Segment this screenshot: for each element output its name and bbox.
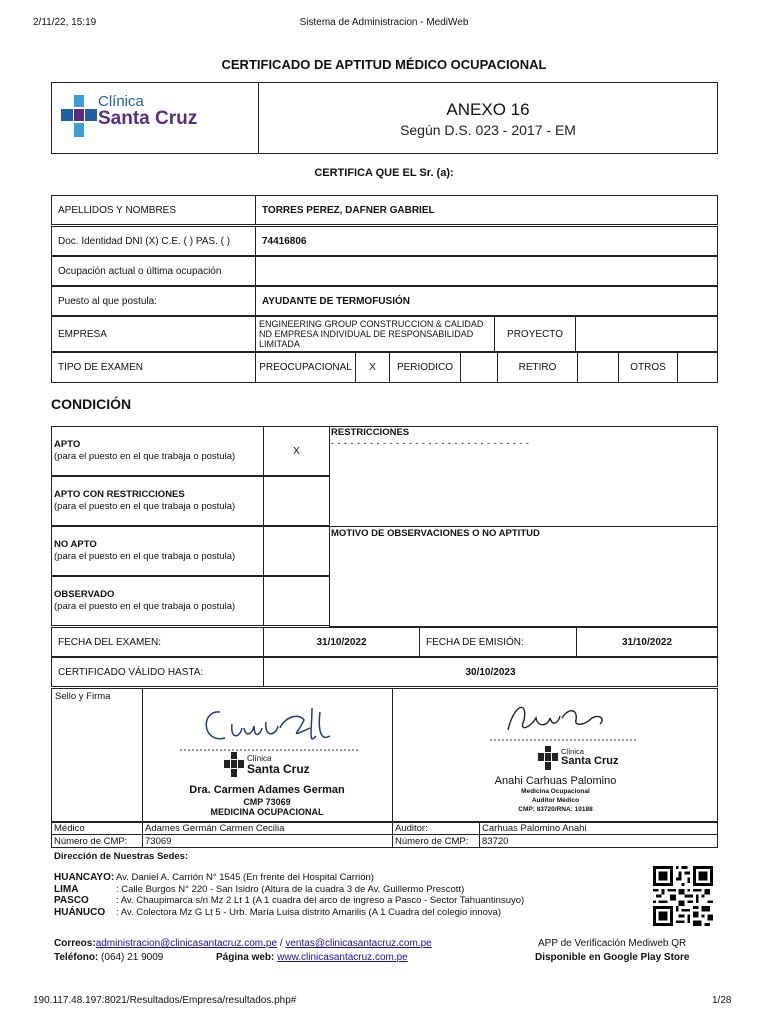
doctor-2-line3: CMP: 83720/RNA: 10188	[518, 806, 593, 813]
medico-label: Médico	[51, 822, 143, 835]
emails-label: Correos:	[54, 938, 96, 949]
motivo-label: MOTIVO DE OBSERVACIONES O NO APTITUD	[331, 528, 540, 539]
phone-line	[54, 952, 163, 963]
cmp-label: Número de CMP:	[51, 834, 143, 848]
qr-code-icon[interactable]	[651, 866, 715, 926]
apto-restricciones-mark	[263, 476, 330, 526]
sede-address: : Av. Chaupimarca s/n Mz 2 Lt 1 (A 1 cuadra del arco de ingreso a Pasco - Sector Tahuantinsuyo)	[116, 895, 525, 906]
position-value: AYUDANTE DE TERMOFUSIÓN	[255, 286, 718, 316]
doctor-2-line2: Auditor Médico	[531, 797, 580, 804]
occupation-label: Ocupación actual o última ocupación	[51, 256, 256, 286]
clinic-logo	[51, 82, 259, 154]
apto-title: APTO	[54, 439, 81, 450]
sello-label: Sello y Firma	[55, 691, 111, 702]
apto-label	[51, 426, 264, 476]
sede-city: LIMA	[54, 883, 79, 895]
apto-restricciones-label	[51, 476, 264, 526]
sede-item	[54, 895, 644, 907]
company-label: EMPRESA	[51, 316, 256, 352]
phone-label: Teléfono:	[54, 952, 99, 963]
exam-type-otros: OTROS	[618, 352, 678, 383]
observado-mark	[263, 576, 330, 626]
cmp-2-value: 83720	[479, 834, 718, 848]
sede-item	[54, 872, 644, 884]
exam-date-value: 31/10/2022	[263, 627, 420, 657]
web-label: Página web:	[216, 952, 275, 963]
sig-1-logo-text1: Clínica	[247, 754, 272, 763]
sig-1-logo-text2: Santa Cruz	[247, 762, 310, 776]
auditor-value: Carhuas Palomino Anahi	[479, 822, 718, 835]
sig-2-cross-icon	[538, 746, 558, 770]
restricciones-value: - - - - - - - - - - - - - - - - - - - - - - - - - - - - - - -	[331, 438, 530, 448]
otros-checkbox	[677, 352, 718, 383]
no-apto-label	[51, 526, 264, 576]
doctor-1-cmp: CMP 73069	[243, 797, 291, 807]
doctor-2-line1: Medicina Ocupacional	[521, 788, 590, 795]
restricciones-box	[329, 426, 718, 527]
position-label: Puesto al que postula:	[51, 286, 256, 316]
emission-date-value: 31/10/2022	[576, 627, 718, 657]
app-line-1: APP de Verificación Mediweb QR	[538, 938, 687, 949]
company-value: ENGINEERING GROUP CONSTRUCCION & CALIDAD ND EMPRESA INDIVIDUAL DE RESPONSABILIDAD LIMITADA	[255, 316, 495, 352]
occupation-value	[255, 256, 718, 286]
doctor-1-specialty: MEDICINA OCUPACIONAL	[210, 807, 324, 817]
project-value	[575, 316, 718, 352]
sede-city: PASCO	[54, 895, 89, 906]
apto-sub: (para el puesto en el que trabaja o postula)	[54, 451, 236, 462]
sede-item	[54, 907, 644, 919]
exam-type-periodico: PERIODICO	[389, 352, 461, 383]
names-label: APELLIDOS Y NOMBRES	[51, 195, 256, 225]
email-link-admin[interactable]: administracion@clinicasantacruz.com.pe	[95, 938, 278, 949]
motivo-box	[329, 526, 718, 627]
signature-1-image	[180, 698, 370, 756]
periodico-checkbox	[460, 352, 498, 383]
exam-type-label: TIPO DE EXAMEN	[51, 352, 256, 383]
logo-text-clinica: Clínica	[98, 93, 144, 110]
no-apto-title: NO APTO	[54, 539, 97, 550]
valid-until-label: CERTIFICADO VÁLIDO HASTA:	[51, 657, 264, 687]
anexo-title: ANEXO 16	[446, 100, 530, 119]
email-link-ventas[interactable]: ventas@clinicasantacruz.com.pe	[285, 938, 432, 949]
emails-separator: /	[279, 938, 283, 949]
app-line-2: Disponible en Google Play Store	[535, 952, 690, 963]
sedes-heading: Dirección de Nuestras Sedes:	[54, 851, 189, 862]
doc-id-value: 74416806	[255, 226, 718, 256]
medico-value: Adames Germán Carmen Cecilia	[142, 822, 393, 835]
web-line	[216, 952, 408, 963]
anexo-subtitle: Según D.S. 023 - 2017 - EM	[400, 122, 576, 138]
exam-date-label: FECHA DEL EXAMEN:	[51, 627, 264, 657]
anexo-header	[258, 82, 718, 154]
print-page-number: 1/28	[712, 995, 732, 1006]
emission-date-label: FECHA DE EMISIÓN:	[419, 627, 577, 657]
sedes-list	[54, 872, 644, 918]
sede-city: HUÁNUCO	[54, 906, 106, 918]
sig-2-logo-text2: Santa Cruz	[561, 755, 619, 767]
phone-value: (064) 21 9009	[101, 952, 164, 963]
sede-address: : Calle Burgos N° 220 - San Isidro (Altura de la cuadra 3 de Av. Guillermo Prescott)	[116, 883, 465, 895]
no-apto-sub: (para el puesto en el que trabaja o postula)	[54, 551, 236, 562]
sede-address: : Av. Colectora Mz G Lt 5 - Urb. María Luisa distrito Amarilis (A 1 Cuadra del colegio innova)	[116, 906, 502, 918]
names-value: TORRES PEREZ, DAFNER GABRIEL	[255, 195, 718, 225]
web-link[interactable]: www.clinicasantacruz.com.pe	[277, 952, 408, 963]
no-apto-mark	[263, 526, 330, 576]
logo-text-santa-cruz: Santa Cruz	[98, 108, 198, 129]
exam-type-preocupacional: PREOCUPACIONAL	[255, 352, 356, 383]
signature-2-image	[488, 696, 638, 746]
cmp-value: 73069	[142, 834, 393, 848]
observado-label	[51, 576, 264, 626]
retiro-checkbox	[577, 352, 619, 383]
apto-restricciones-title: APTO CON RESTRICCIONES	[54, 489, 185, 500]
sig-2-logo-text1: Clínica	[561, 747, 584, 756]
restricciones-label: RESTRICCIONES	[331, 427, 410, 438]
sig-1-cross-icon	[224, 752, 244, 778]
condition-heading: CONDICIÓN	[51, 396, 132, 412]
auditor-label: Auditor:	[392, 822, 480, 835]
sede-address: Av. Daniel A. Carrión N° 1545 (En frente del Hospital Carrión)	[116, 872, 374, 883]
print-datetime: 2/11/22, 15:19	[33, 17, 97, 28]
project-label: PROYECTO	[494, 316, 576, 352]
observado-title: OBSERVADO	[54, 589, 115, 600]
doc-id-label: Doc. Identidad DNI (X) C.E. ( ) PAS. ( )	[51, 226, 256, 256]
clinic-cross-icon	[61, 95, 101, 139]
apto-restricciones-sub: (para el puesto en el que trabaja o postula)	[54, 501, 236, 512]
cmp-2-label: Número de CMP:	[392, 834, 480, 848]
valid-until-value: 30/10/2023	[263, 657, 718, 687]
preocupacional-checkbox: X	[355, 352, 390, 383]
apto-mark: X	[263, 426, 330, 476]
doctor-1-name: Dra. Carmen Adames German	[189, 784, 345, 796]
doctor-2-name: Anahi Carhuas Palomino	[494, 775, 617, 787]
emails-line	[54, 938, 432, 949]
exam-type-retiro: RETIRO	[497, 352, 578, 383]
sede-item	[54, 884, 644, 896]
browser-page-title: Sistema de Administracion - MediWeb	[299, 17, 469, 28]
print-url: 190.117.48.197:8021/Resultados/Empresa/resultados.php#	[33, 995, 297, 1006]
sede-city: HUANCAYO:	[54, 872, 115, 883]
document-title: CERTIFICADO DE APTITUD MÉDICO OCUPACIONAL	[221, 57, 547, 72]
certifica-heading: CERTIFICA QUE EL Sr. (a):	[314, 167, 454, 179]
observado-sub: (para el puesto en el que trabaja o postula)	[54, 601, 236, 612]
